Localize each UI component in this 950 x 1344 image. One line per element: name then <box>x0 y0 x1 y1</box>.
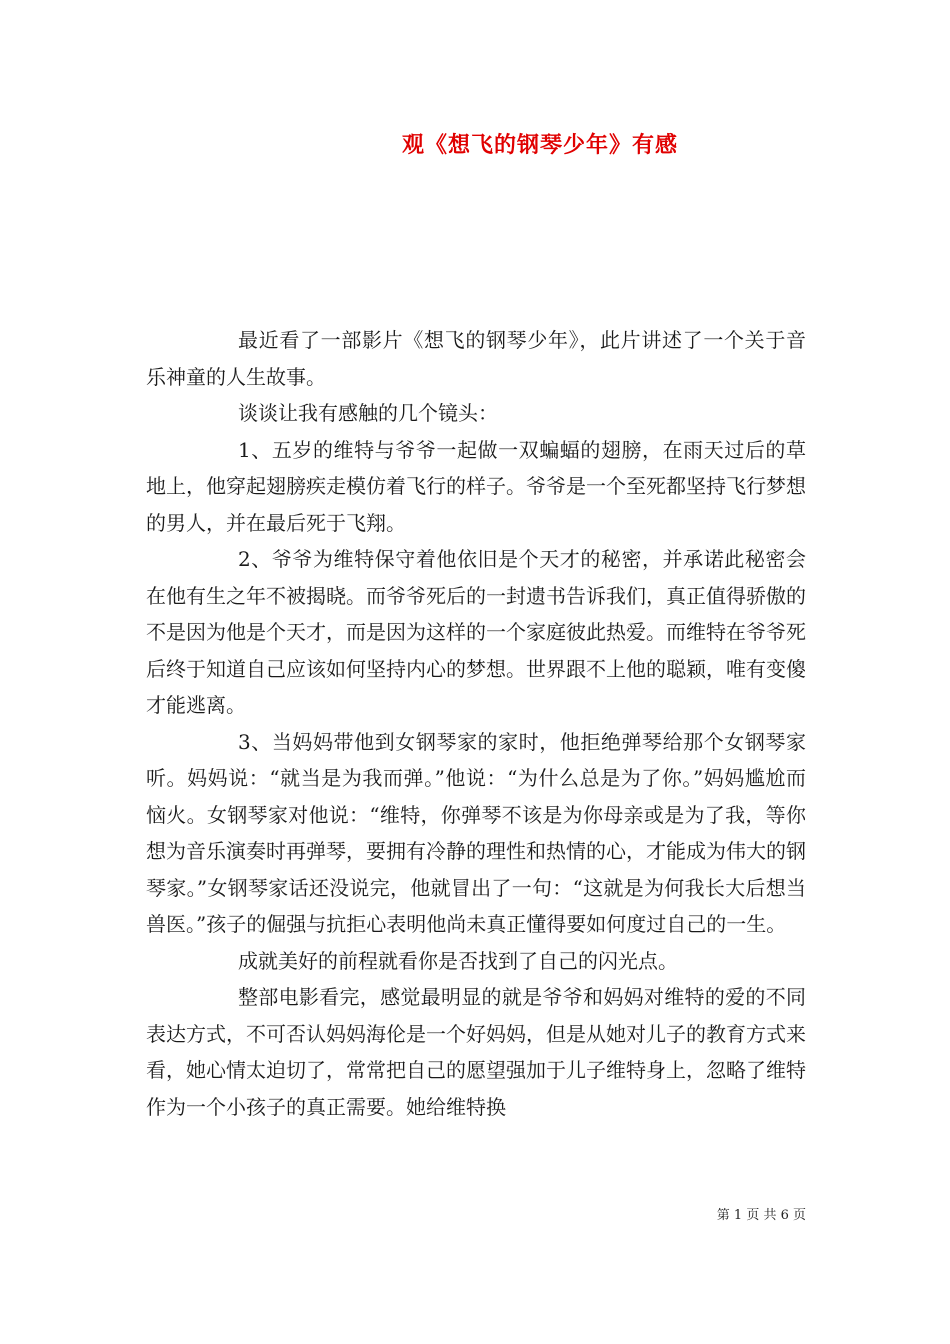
paragraph: 1、五岁的维特与爷爷一起做一双蝙蝠的翅膀，在雨天过后的草地上，他穿起翅膀疾走模仿着飞行的样子。爷爷是一个至死都坚持飞行梦想的男人，并在最后死于飞翔。 <box>146 437 806 535</box>
paragraph: 整部电影看完，感觉最明显的就是爷爷和妈妈对维特的爱的不同表达方式，不可否认妈妈海伦是一个好妈妈，但是从她对儿子的教育方式来看，她心情太迫切了，常常把自己的愿望强加于儿子维特身上，忽略了维特作为一个小孩子的真正需要。她给维特换 <box>146 985 806 1119</box>
document-title: 观《想飞的钢琴少年》有感 <box>401 132 678 158</box>
page-number-footer: 第 1 页 共 6 页 <box>716 1208 806 1223</box>
document-body <box>146 322 806 1125</box>
paragraph: 谈谈让我有感触的几个镜头： <box>238 401 498 425</box>
paragraph: 2、爷爷为维特保守着他依旧是个天才的秘密，并承诺此秘密会在他有生之年不被揭晓。而爷爷死后的一封遗书告诉我们，真正值得骄傲的不是因为他是个天才，而是因为这样的一个家庭彼此热爱。而维特在爷爷死后终于知道自己应该如何坚持内心的梦想。世界跟不上他的聪颖，唯有变傻才能逃离。 <box>146 547 806 717</box>
paragraph: 3、当妈妈带他到女钢琴家的家时，他拒绝弹琴给那个女钢琴家听。妈妈说：“就当是为我而弹。”他说：“为什么总是为了你。”妈妈尴尬而恼火。女钢琴家对他说：“维特，你弹琴不该是为你母亲或是为了我，等你想为音乐演奏时再弹琴，要拥有冷静的理性和热情的心，才能成为伟大的钢琴家。”女钢琴家话还没说完，他就冒出了一句：“这就是为何我长大后想当兽医。”孩子的倔强与抗拒心表明他尚未真正懂得要如何度过自己的一生。 <box>146 729 806 936</box>
paragraph: 成就美好的前程就看你是否找到了自己的闪光点。 <box>238 948 678 973</box>
paragraph: 最近看了一部影片《想飞的钢琴少年》，此片讲述了一个关于音乐神童的人生故事。 <box>146 328 806 389</box>
